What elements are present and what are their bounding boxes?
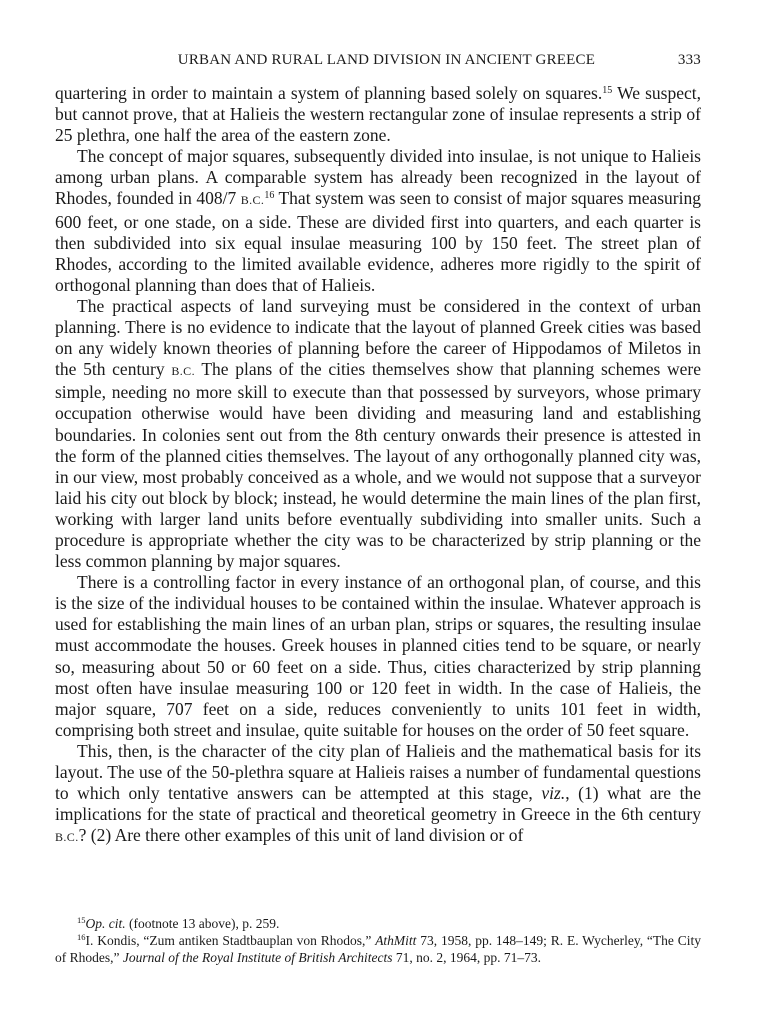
text-run: There is a controlling factor in every instance of an orthogonal plan, of course, and this is the size of the individual houses to be contained within the insulae. Whatever approach is used for establishing the main lines of an urban plan, strips or squares, the resulting insulae must accommodate the houses. Greek houses in planned cities tend to be square, or nearly so, measuring about 50 or 60 feet on a side. Thus, cities characterized by strip planning most often have insulae measuring 100 or 120 feet in width. In the case of Halieis, the major square, 707 feet on a side, reduces conveniently to units 101 feet in width, comprising both street and insulae, quite suitable for houses on the order of 50 feet square. xyxy=(55,572,701,740)
text-run: We suspect, but cannot prove, that at Halieis the western rectangular zone of insulae represents a strip of 25 plethra, one half the area of the eastern zone. xyxy=(55,83,701,146)
page-number: 333 xyxy=(677,52,701,68)
footnote-number: 15 xyxy=(77,915,86,925)
footnote-16 xyxy=(55,932,701,966)
text-run: The plans of the cities themselves show that planning schemes were simple, needing no more skill to execute than that possessed by surveyors, whose primary occupation otherwise would have been dividing and measuring land and establishing boundaries. In colonies sent out from the 8th century onwards their presence is attested in the form of the planned cities themselves. The layout of any orthogonally planned city was, in our view, most probably conceived as a whole, and we would not suppose that a surveyor laid his city out block by block; instead, he would determine the main lines of the plan first, working with larger land units before eventually subdividing into smaller units. Such a procedure is appropriate whether the city was to be characterized by strip planning or the less common planning by major squares. xyxy=(55,359,701,572)
citation-title: Op. cit. xyxy=(85,916,126,931)
era-abbrev: B.C. xyxy=(240,193,265,208)
footnotes xyxy=(55,915,701,966)
text-run: ? (2) Are there other examples of this unit of land division or of xyxy=(78,825,524,846)
footnote-15 xyxy=(55,915,701,932)
body-text xyxy=(55,83,701,848)
footnote-number: 16 xyxy=(77,932,86,942)
page xyxy=(55,52,701,848)
text-run: The practical aspects of land surveying must be considered in the context of urban planning. There is no evidence to indicate that the layout of planned Greek cities was based on any widely known theories of planning before the career of Hippodamos of Miletos in the 5th century xyxy=(55,295,701,380)
text-run: (footnote 13 above), p. 259. xyxy=(125,916,280,931)
running-head xyxy=(55,52,701,69)
text-run: quartering in order to maintain a system of planning based solely on squares. xyxy=(55,83,603,103)
paragraph xyxy=(55,146,701,296)
text-run: , (1) what are the implications for the state of practical and theoretical geometry in Greece in the 6th century xyxy=(55,783,701,825)
paragraph xyxy=(55,83,701,146)
era-abbrev: B.C. xyxy=(171,364,195,379)
paragraph xyxy=(55,741,701,848)
footnote-ref-16: 16 xyxy=(264,190,275,202)
text-run: 73, 1958, pp. 148–149; R. E. Wycherley, “The City of Rhodes,” xyxy=(55,933,701,965)
era-abbrev: B.C. xyxy=(55,830,79,845)
text-run: 71, no. 2, 1964, pp. 71–73. xyxy=(392,950,541,965)
text-run: This, then, is the character of the city plan of Halieis and the mathematical basis for its layout. The use of the 50-plethra square at Halieis raises a number of fundamental questions to which only tentative answers can be attempted at this stage, xyxy=(55,740,701,804)
journal-title: Journal of the Royal Institute of British Architects xyxy=(122,950,393,965)
paragraph xyxy=(55,296,701,572)
latin-abbrev: viz. xyxy=(541,783,566,804)
text-run: That system was seen to consist of major squares measuring 600 feet, or one stade, on a side. These are divided first into quarters, and each quarter is then subdivided into six equal insulae measuring 100 by 150 feet. The street plan of Rhodes, according to the limited available evidence, adheres more rigidly to the spirit of orthogonal planning than does that of Halieis. xyxy=(55,188,701,295)
footnote-ref-15: 15 xyxy=(602,85,613,96)
journal-title: AthMitt xyxy=(375,933,417,948)
running-head-title: URBAN AND RURAL LAND DIVISION IN ANCIENT GREECE xyxy=(177,52,596,68)
paragraph xyxy=(55,572,701,741)
text-run: The concept of major squares, subsequently divided into insulae, is not unique to Halieis among urban plans. A comparable system has already been recognized in the layout of Rhodes, founded in 408/7 xyxy=(55,146,701,209)
text-run: I. Kondis, “Zum antiken Stadtbauplan von Rhodos,” xyxy=(85,933,376,948)
